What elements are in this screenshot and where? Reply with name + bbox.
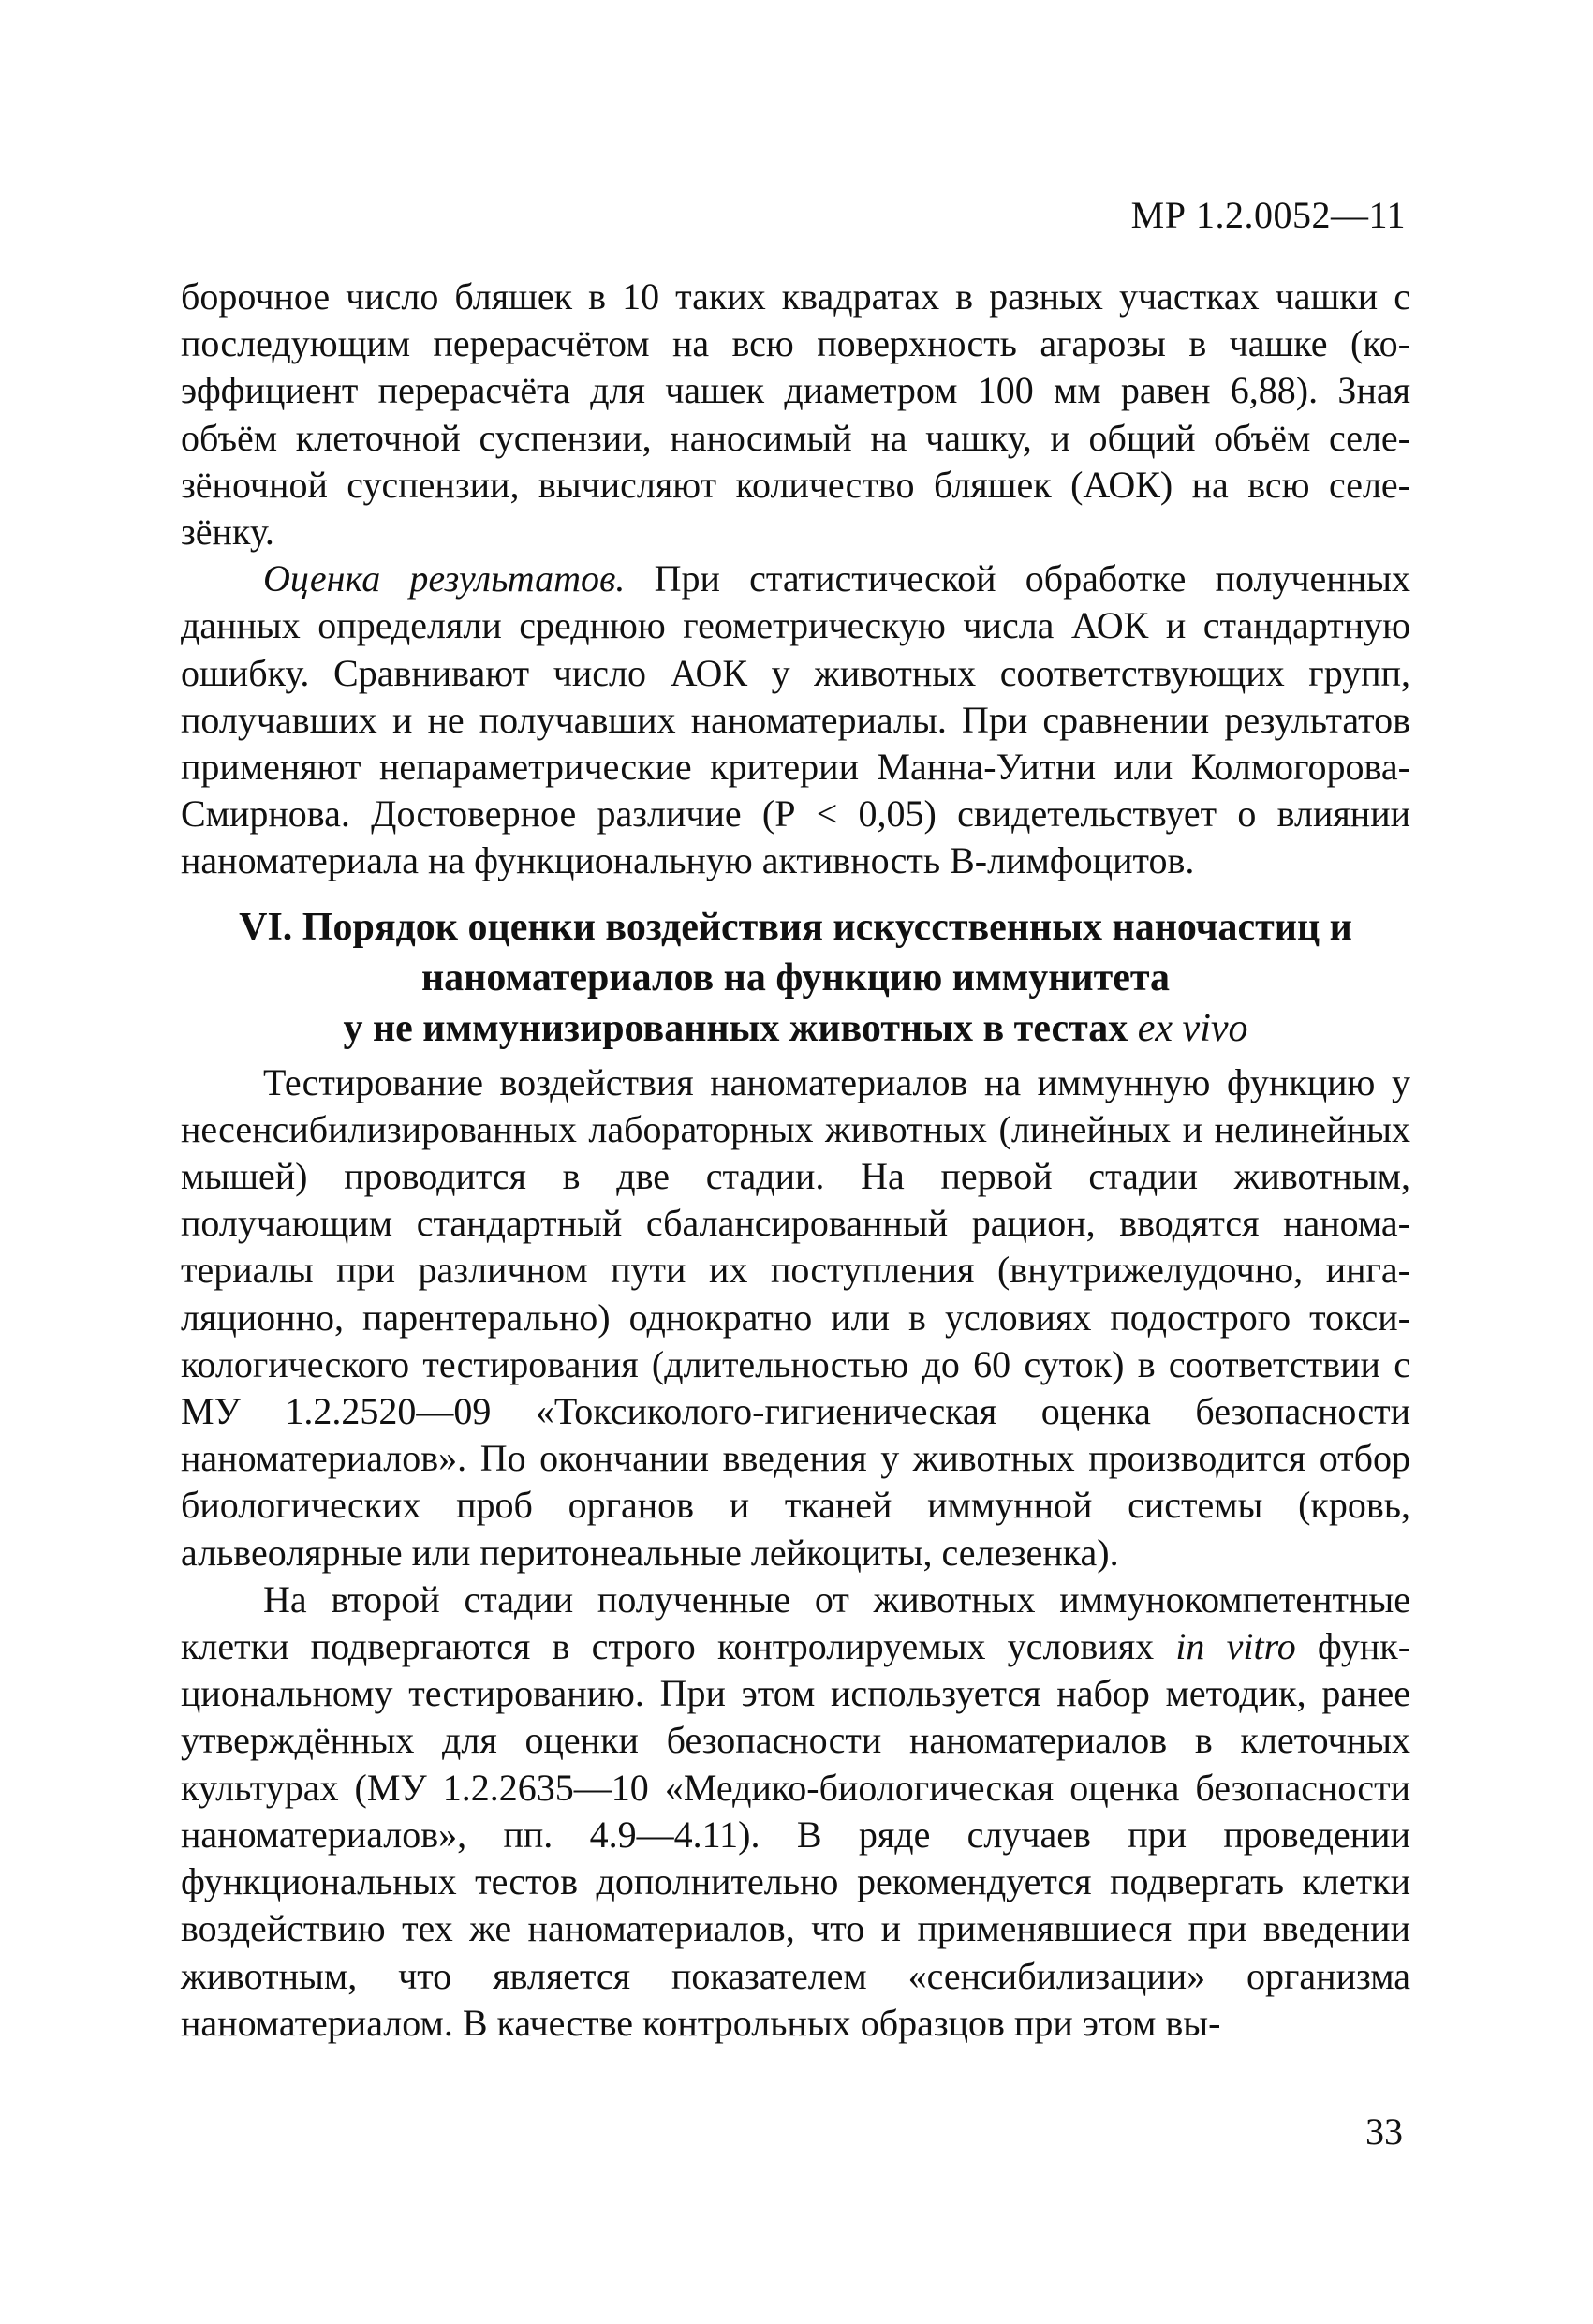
paragraph-1: борочное число бляшек в 10 таких квадратах в разных участках чашки с последующим перерасчётом на всю поверхность агарозы в чашке (коэффициент перерасчёта для чашек диаметром 100 мм равен 6,88). Зная объём клеточной суспензии, наносимый на чашку, и общий объём селезёночной суспензии, вычисляют количество бляшек (АОК) на всю селезёнку. — [181, 275, 1410, 554]
paragraph-4-italic: in vitro — [1175, 1625, 1296, 1668]
section-heading-line-1: VI. Порядок оценки воздействия искусственных наночастиц и — [239, 905, 1352, 949]
paragraph-3: Тестирование воздействия наноматериалов на иммунную функцию у несенсибилизированных лабораторных животных (линейных и нелинейных мышей) проводится в две стадии. На первой стадии животным, получающим стандартный сбалансированный рацион, вводятся наноматериалы при различном пути их поступления (внутрижелудочно, ингаляционно, парентерально) однократно или в условиях подострого токсикологического тестирования (длительностью до 60 суток) в соответствии с МУ 1.2.2520—09 «Токсиколого-гигиеническая оценка безопасности наноматериалов». По окончании введения у животных производится отбор биологических проб органов и тканей иммунной системы (кровь, альвеолярные или перитонеальные лейкоциты, селезенка). — [181, 1060, 1410, 1574]
document-code-header: МР 1.2.0052—11 — [1130, 194, 1406, 236]
page-number: 33 — [1365, 2110, 1403, 2153]
section-heading-line-3-text: у не иммунизированных животных в тестах — [343, 1006, 1138, 1050]
document-body — [181, 274, 1410, 2047]
paragraph-2-lead: Оценка результатов. — [263, 557, 626, 600]
section-heading-line-2: наноматериалов на функцию иммунитета — [420, 955, 1171, 999]
paragraph-4-part-b: функциональному тестированию. При этом используется набор методик, ранее утверждённых для оценки безопасности наноматериалов в клеточных культурах (МУ 1.2.2635—10 «Медико-биологическая оценка безопасности наноматериалов», пп. 4.9—4.11). В ряде случаев при проведении функциональных тестов дополнительно рекомендуется подвергать клетки воздействию тех же наноматериалов, что и применявшиеся при введении животным, что является показателем «сенсибилизации» организма наноматериалом. В качестве контрольных образцов при этом вы- — [181, 1625, 1411, 2044]
section-heading — [181, 902, 1410, 1054]
paragraph-2 — [181, 555, 1410, 884]
paragraph-4-part-a: На второй стадии полученные от животных иммунокомпетентные клетки подвергаются в строго контролируемых условиях — [181, 1577, 1410, 1668]
section-heading-line-3-italic: ex vivo — [1137, 1006, 1248, 1050]
paragraph-2-text: При статистической обработке полученных данных определяли среднюю геометрическую числа АОК и стандартную ошибку. Сравнивают число АОК у животных соответствующих групп, получавших и не получавших наноматериалы. При сравнении результатов применяют непараметрические критерии Манна-Уитни или Колмогорова-Смирнова. Достоверное различие (Р < 0,05) свидетельствует о влиянии наноматериала на функциональную активность В-лимфоцитов. — [181, 557, 1410, 882]
paragraph-4 — [181, 1576, 1410, 2047]
section-heading-line-3 — [181, 1003, 1410, 1054]
